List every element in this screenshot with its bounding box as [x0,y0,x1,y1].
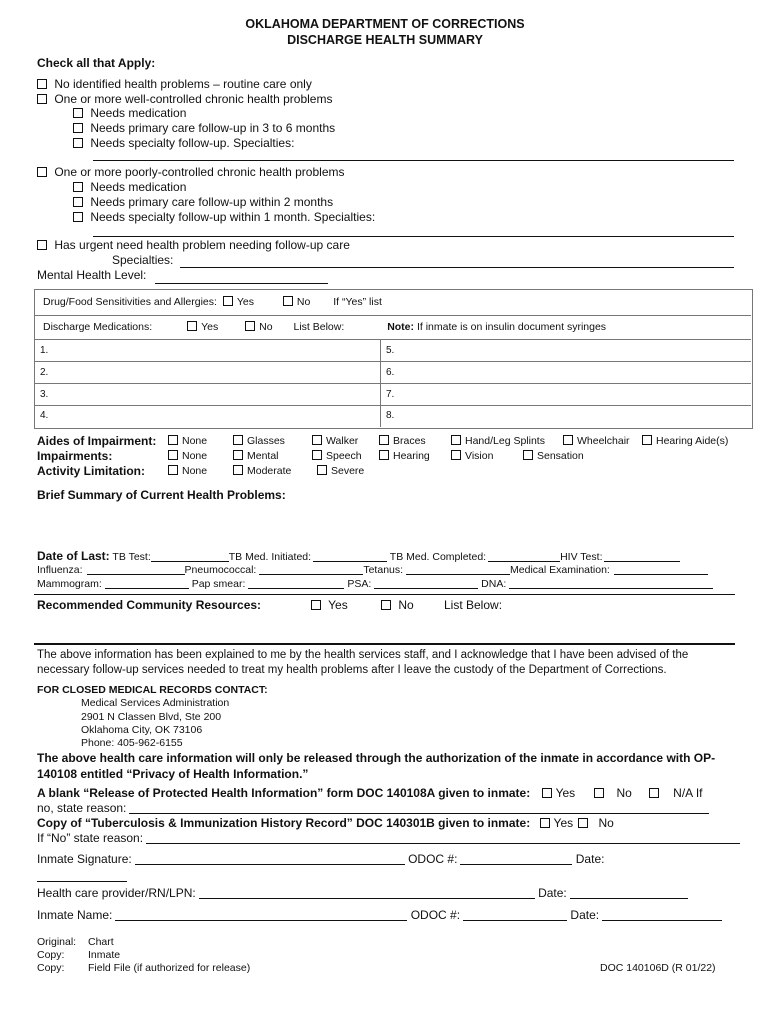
checkbox[interactable] [168,435,178,445]
date-of-last-label: Date of Last: [37,549,110,563]
provider-field[interactable] [199,898,535,899]
release-form-label: A blank “Release of Protected Health Information” form DOC 140108A given to inmate: [37,786,531,800]
distribution-original-label: Original: [37,936,77,948]
influenza-label: Influenza: [37,564,83,576]
activity-label: Activity Limitation: [37,464,146,478]
checkbox[interactable] [523,450,533,460]
option-label: None [182,465,208,477]
checkbox[interactable] [312,435,322,445]
checkbox[interactable] [73,197,83,207]
tb-copy-row [37,816,614,830]
release-form-row [37,786,703,800]
date-field[interactable] [602,920,722,921]
contact-line: 2901 N Classen Blvd, Ste 200 [81,711,222,723]
impairment-vision [451,450,493,462]
hiv-label: HIV Test: [560,551,603,563]
date-label: Date: [570,908,600,922]
community-no [381,598,414,612]
tb-med-comp-label: TB Med. Completed: [389,551,487,563]
mammogram-label: Mammogram: [37,578,102,590]
sensitivities-row [43,296,382,308]
if-yes-label: If “Yes” list [333,296,382,308]
inmate-signature-field[interactable] [135,864,405,865]
med-exam-label: Medical Examination: [510,564,610,576]
pneumococcal-field[interactable] [259,574,363,575]
inmate-name-label: Inmate Name: [37,908,113,922]
tb-med-init-field[interactable] [313,561,387,562]
option-label: Speech [326,450,362,462]
option-label: One or more poorly-controlled chronic health problems [54,165,345,179]
checkbox[interactable] [37,167,47,177]
tetanus-field[interactable] [406,574,510,575]
option-label: Moderate [247,465,292,477]
checkbox[interactable] [73,138,83,148]
med-exam-field[interactable] [614,574,708,575]
med-row[interactable]: 5. [381,340,751,362]
date-label: Date: [575,852,605,866]
tb-test-field[interactable] [151,561,229,562]
reason-label: no, state reason: [37,801,127,815]
aides-label: Aides of Impairment: [37,434,157,448]
medications-label: Discharge Medications: [43,321,153,333]
date-field[interactable] [570,898,688,899]
no-label: No [398,598,414,612]
aide-braces [379,435,426,447]
psa-label: PSA: [347,578,372,590]
urgent-specialties-line[interactable] [180,267,734,268]
divider [34,594,735,595]
distribution-original-value: Chart [88,936,114,948]
checkbox[interactable] [451,435,461,445]
option-label: None [182,450,208,462]
option-pc-medication [73,180,186,194]
checkbox[interactable] [233,450,243,460]
option-wc-primary [73,121,335,135]
aide-none [168,435,207,447]
checkbox[interactable] [233,435,243,445]
checkbox[interactable] [642,435,652,445]
option-label: Has urgent need health problem needing follow-up care [54,238,350,252]
impairments-label: Impairments: [37,449,113,463]
med-row[interactable]: 4. [40,410,49,421]
checkbox[interactable] [649,788,659,798]
checkbox[interactable] [381,600,391,610]
community-list-below: List Below: [444,598,503,612]
pap-label: Pap smear: [191,578,246,590]
acknowledgement-text: The above information has been explained to me by the health services staff, and I acknowledge that I have been advised of the necessary follow-up services needed to treat my health problems after I leave the custody of the Department of Corrections. [37,649,689,676]
option-label: Mental [247,450,279,462]
reason-label: If “No” state reason: [37,831,144,845]
option-label: Hearing [393,450,430,462]
thick-divider [34,643,735,645]
aide-splints [451,435,545,447]
option-wc-specialty [73,136,294,150]
option-no-problems [37,77,312,91]
urgent-specialties-label: Specialties: [112,253,174,267]
specialties-line[interactable] [93,236,734,237]
checkbox[interactable] [73,212,83,222]
sensitivities-label: Drug/Food Sensitivities and Allergies: [43,296,217,308]
tetanus-label: Tetanus: [363,564,404,576]
checkbox[interactable] [311,600,321,610]
tb-med-init-label: TB Med. Initiated: [228,551,312,563]
med-row[interactable]: 3. [35,384,380,406]
med-row[interactable]: 2. [35,362,380,384]
odoc-label: ODOC #: [410,908,461,922]
option-label: Walker [326,435,359,447]
summary-heading: Brief Summary of Current Health Problems: [37,488,286,502]
odoc-field[interactable] [460,864,572,865]
med-row[interactable]: 6. [381,362,751,384]
distribution-copy-label: Copy: [37,962,65,974]
inmate-signature-label: Inmate Signature: [37,852,132,866]
aide-glasses [233,435,285,447]
checkbox[interactable] [578,818,588,828]
activity-severe [317,465,364,477]
dates-row-3 [37,578,713,590]
option-label: Needs medication [90,106,187,120]
divider [35,315,751,316]
note-text: If inmate is on insulin document syringes [416,321,607,333]
tb-reason-row [37,831,740,845]
option-pc-specialty [73,210,375,224]
checkbox[interactable] [168,450,178,460]
contact-phone: Phone: 405-962-6155 [81,737,183,749]
form-number: DOC 140106D (R 01/22) [600,962,716,974]
dna-field[interactable] [509,588,713,589]
pneumococcal-label: Pneumococcal: [184,564,257,576]
option-label: None [182,435,208,447]
impairment-sensation [523,450,584,462]
med-row[interactable]: 7. [381,384,751,406]
medications-row [43,321,606,333]
na-label: N/A If [673,786,703,800]
hiv-field[interactable] [604,561,680,562]
provider-label: Health care provider/RN/LPN: [37,886,196,900]
checkbox[interactable] [563,435,573,445]
option-label: One or more well-controlled chronic health problems [54,92,333,106]
checkbox[interactable] [37,79,47,89]
release-notice: The above health care information will only be released through the authorization of the inmate in accordance with OP-140108 entitled “Privacy of Health Information.” [37,751,716,781]
distribution-copy-value: Field File (if authorized for release) [88,962,251,974]
option-label: No identified health problems – routine care only [54,77,312,91]
psa-field[interactable] [374,588,478,589]
checkbox[interactable] [223,296,233,306]
mental-health-label: Mental Health Level: [37,268,147,282]
impairment-none [168,450,207,462]
option-label: Severe [331,465,365,477]
tb-test-label: TB Test: [112,551,151,563]
checkbox[interactable] [187,321,197,331]
odoc-field[interactable] [463,920,567,921]
check-heading: Check all that Apply: [37,56,156,70]
impairment-speech [312,450,362,462]
option-label: Glasses [247,435,285,447]
reason-field[interactable] [129,813,709,814]
checkbox[interactable] [245,321,255,331]
dates-row-2 [37,564,708,576]
form-title: DISCHARGE HEALTH SUMMARY [287,33,483,47]
date-field-line[interactable] [37,881,127,882]
dates-row-1 [37,549,680,563]
tb-med-comp-field[interactable] [488,561,560,562]
option-label: Needs specialty follow-up. Specialties: [90,136,295,150]
checkbox[interactable] [379,450,389,460]
checkbox[interactable] [73,182,83,192]
distribution-copy-value: Inmate [88,949,121,961]
community-label: Recommended Community Resources: [37,598,262,612]
checkbox[interactable] [233,465,243,475]
option-label: Hand/Leg Splints [465,435,545,447]
aide-walker [312,435,358,447]
option-label: Needs primary care follow-up in 3 to 6 months [90,121,336,135]
odoc-label: ODOC #: [408,852,458,866]
mental-health-line[interactable] [155,283,328,284]
checkbox[interactable] [542,788,552,798]
option-well-controlled [37,92,332,106]
reason-field[interactable] [146,843,740,844]
impairment-hearing [379,450,430,462]
distribution-copy-label: Copy: [37,949,65,961]
med-row[interactable]: 1. [35,340,380,362]
checkbox[interactable] [37,240,47,250]
checkbox[interactable] [451,450,461,460]
checkbox[interactable] [379,435,389,445]
influenza-field[interactable] [87,574,185,575]
contact-heading: FOR CLOSED MEDICAL RECORDS CONTACT: [37,684,268,696]
checkbox[interactable] [73,108,83,118]
option-label: Braces [393,435,426,447]
dna-label: DNA: [481,578,507,590]
checkbox[interactable] [312,450,322,460]
yes-label: Yes [201,321,219,333]
option-label: Sensation [537,450,584,462]
pap-field[interactable] [248,588,344,589]
option-label: Wheelchair [577,435,630,447]
note-label: Note: [387,321,415,333]
form-agency-title: OKLAHOMA DEPARTMENT OF CORRECTIONS [245,17,525,31]
med-row[interactable]: 8. [386,410,395,421]
checkbox[interactable] [168,465,178,475]
yes-label: Yes [555,786,576,800]
inmate-name-field[interactable] [115,920,407,921]
checkbox[interactable] [37,94,47,104]
option-pc-primary [73,195,333,209]
activity-none [168,465,207,477]
provider-row [37,886,688,900]
impairment-mental [233,450,279,462]
option-label: Needs specialty follow-up within 1 month. Specialties: [90,210,376,224]
yes-label: Yes [236,296,254,308]
specialties-line[interactable] [93,160,734,161]
aide-hearing-aids [642,435,728,447]
aide-wheelchair [563,435,630,447]
option-label: Needs medication [90,180,187,194]
checkbox[interactable] [283,296,293,306]
no-label: No [616,786,632,800]
release-reason-row [37,801,709,815]
option-wc-medication [73,106,186,120]
option-label: Hearing Aide(s) [656,435,729,447]
yes-label: Yes [553,816,574,830]
checkbox[interactable] [540,818,550,828]
activity-moderate [233,465,291,477]
no-label: No [598,816,614,830]
option-label: Vision [465,450,494,462]
mammogram-field[interactable] [105,588,189,589]
option-label: Needs primary care follow-up within 2 months [90,195,334,209]
contact-line: Medical Services Administration [81,697,230,709]
option-urgent [37,238,350,252]
inmate-name-row [37,908,722,922]
no-label: No [296,296,311,308]
date-label: Date: [538,886,567,900]
no-label: No [259,321,273,333]
tb-copy-label: Copy of “Tuberculosis & Immunization History Record” DOC 140301B given to inmate: [37,816,531,830]
option-poorly-controlled [37,165,344,179]
checkbox[interactable] [317,465,327,475]
list-below-label: List Below: [293,321,345,333]
contact-line: Oklahoma City, OK 73106 [81,724,203,736]
checkbox[interactable] [73,123,83,133]
checkbox[interactable] [594,788,604,798]
inmate-signature-row [37,852,604,866]
yes-label: Yes [328,598,348,612]
community-yes [311,598,348,612]
